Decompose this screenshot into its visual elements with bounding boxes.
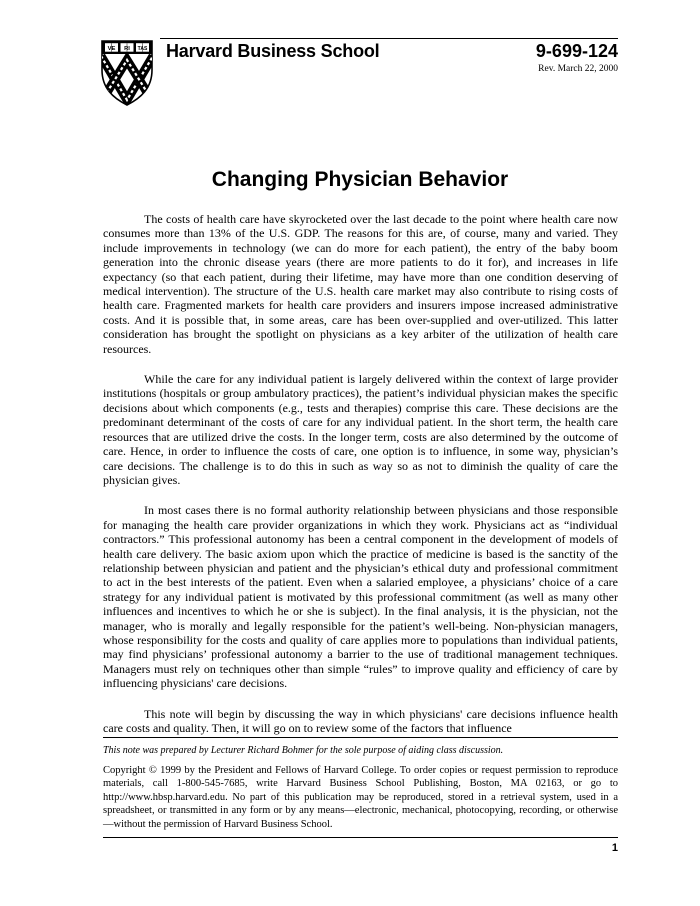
shield-lettering-ri: RI	[124, 46, 130, 52]
paragraph-2: While the care for any individual patient is largely delivered within the context of large provider institutions (hospitals or group ambulatory practices), the patient’s individual physician makes the specific decisions about which components (e.g., tests and therapies) comprise this care. These decisions are the predominant determinant of the costs of care for any individual patient. In the short term, the health care resources that are utilized drive the costs. In the longer term, costs are also determined by the outcome of care. Hence, in order to influence the costs of care, one option is to influence, in some way, physician’s care decisions. The challenge is to do this in such as way so as not to diminish the quality of care the physician gives.	[103, 372, 618, 487]
school-name: Harvard Business School	[166, 41, 380, 61]
paragraph-3: In most cases there is no formal authority relationship between physicians and those responsible for managing the health care provider organizations in which they work. Physicians act as “individual contractors.” This professional autonomy has been a central component in the development of models of health care delivery. The basic axiom upon which the practice of medicine is based is the sanctity of the relationship between physician and patient and the physician’s ethical duty and professional commitment to act in the best interests of the patient. Even when a salaried employee, a physicians’ choice of a care strategy for any individual patient is motivated by this professional commitment (as well as many other influences and incentives to which he or she is subject). In the final analysis, it is the physician, not the manager, who is morally and legally responsible for the patient’s well-being. Non-physician managers, whose responsibility for the costs and quality of care applies more to populations than individual patients, may find physicians’ professional autonomy a barrier to the use of traditional management techniques. Managers must rely on techniques other than simple “rules” to improve quality and efficiency of care by influencing physicians' care decisions.	[103, 503, 618, 691]
shield-lettering-tas: TAS	[137, 46, 148, 52]
footnote-rule	[103, 737, 618, 738]
paragraph-4: This note will begin by discussing the way in which physicians' care decisions influence health care costs and quality. Then, it will go on to review some of the factors that influence	[103, 706, 618, 735]
copyright-notice: Copyright © 1999 by the President and Fellows of Harvard College. To order copies or request permission to reproduce materials, call 1-800-545-7685, write Harvard Business School Publishing, Boston, MA 02163, or go to http://www.hbsp.harvard.edu. No part of this publication may be reproduced, stored in a retrieval system, used in a spreadsheet, or transmitted in any form or by any means—electronic, mechanical, photocopying, recording, or otherwise—without the permission of Harvard Business School.	[103, 765, 618, 830]
case-number: 9-699-124	[535, 41, 618, 61]
footer-rule	[103, 837, 618, 838]
paragraph-1: The costs of health care have skyrocketed over the last decade to the point where health care now consumes more than 13% of the U.S. GDP. The reasons for this are, of course, many and varied. They include improvements in technology (we can do more for each patient), the entry of the baby boom generation into the chronic disease years (there are more patients to do it for), and increases in life expectancy (so that each patient, during their lifetime, may have more than one condition deserving of medical intervention). The structure of the U.S. health care market may also contribute to rising costs of health care. Fragmented markets for health care providers and insurers impose increased administrative costs. And it is possible that, in some areas, care has been over-supplied and over-utilized. This latter consideration has brought the spotlight on physicians as a key arbiter of the utilization of health care resources.	[103, 212, 618, 356]
shield-lettering-ve: VE	[107, 46, 116, 52]
preparation-note: This note was prepared by Lecturer Richard Bohmer for the sole purpose of aiding class discussion.	[103, 745, 504, 756]
page-number: 1	[611, 842, 618, 854]
header-rule	[160, 38, 618, 39]
body-text	[103, 212, 618, 751]
document-title: Changing Physician Behavior	[211, 168, 509, 191]
revision-date: Rev. March 22, 2000	[538, 64, 618, 74]
harvard-shield-logo	[101, 40, 153, 106]
